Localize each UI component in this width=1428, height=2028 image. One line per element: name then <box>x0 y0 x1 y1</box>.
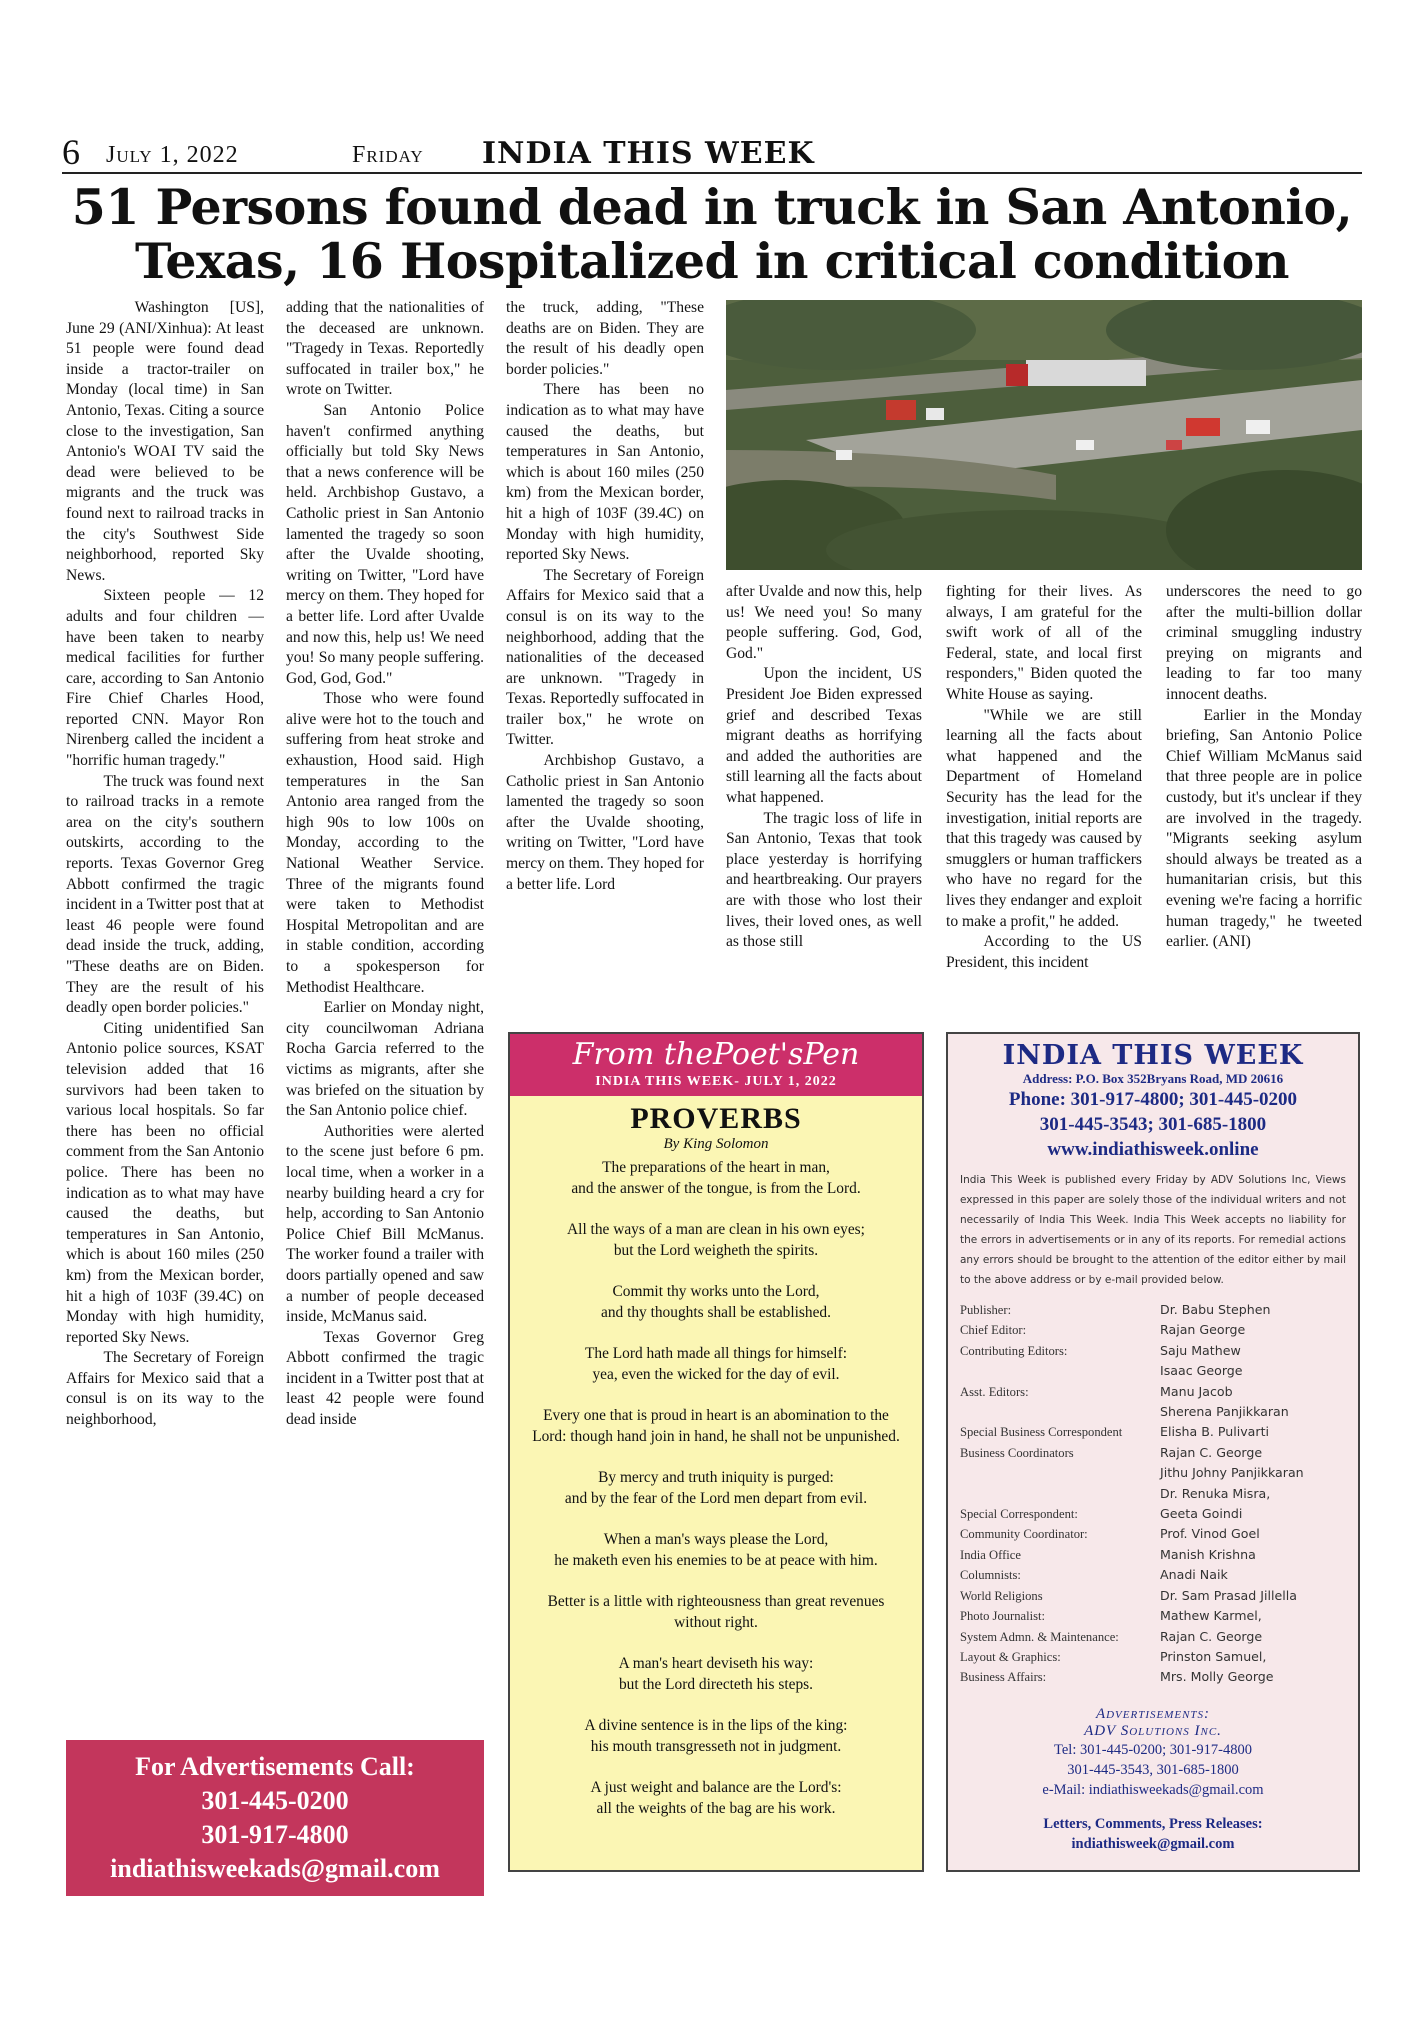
verse: When a man's ways please the Lord, he maketh even his enemies to be at peace with him. <box>554 1531 878 1569</box>
paragraph: There has been no indication as to what may have caused the deaths, but temperatures in San Antonio, which is about 160 miles (250 km) from the Mexican border, hit a high of 103F (39.4C) on Monday with high humidity, reported Sky News. <box>506 381 704 564</box>
issue-day: Friday <box>352 142 424 168</box>
paragraph: According to the US President, this incident <box>946 933 1142 971</box>
masthead: INDIA THIS WEEK <box>482 136 815 171</box>
article-column-6 <box>1166 582 1362 1018</box>
staff-person: Saju Mathew <box>1160 1342 1241 1358</box>
paragraph: fighting for their lives. As always, I am grateful for the swift work of all of the Federal, state, and local first responders," Biden quoted the White House as saying. <box>946 583 1142 703</box>
poem-heading: PROVERBS <box>630 1102 802 1135</box>
ad-title: For Advertisements Call: <box>135 1752 415 1781</box>
letters-email: indiathisweek@gmail.com <box>1071 1835 1235 1852</box>
adv-tel-2: 301-445-3543, 301-685-1800 <box>1067 1761 1239 1778</box>
paragraph: Citing unidentified San Antonio police sources, KSAT television added that 16 survivors had been taken to various local hospitals. So far there has been no official comment from the San Antonio police. There has been no indication as to what may have caused the deaths, but temperatures in San Antonio, which is about 160 miles (250 km) from the Mexican border, hit a high of 103F (39.4C) on Monday with high humidity, reported Sky News. <box>66 1019 264 1346</box>
ad-phone-1: 301-445-0200 <box>201 1786 349 1815</box>
letters-contact <box>960 1814 1346 1854</box>
article-column-3 <box>506 298 704 1018</box>
paragraph: Sixteen people — 12 adults and four children — have been taken to nearby medical facilities for further care, according to San Antonio Fire Chief Charles Hood, reported CNN. Mayor Ron Nirenberg called the incident a "horrific human tragedy." <box>66 587 264 770</box>
staff-role: Special Correspondent: <box>960 1507 1078 1522</box>
article-column-5 <box>946 582 1142 1018</box>
staff-role: System Admn. & Maintenance: <box>960 1629 1119 1644</box>
verse: A man's heart deviseth his way: but the Lord directeth his steps. <box>618 1655 814 1693</box>
staff-person: Rajan C. George <box>1160 1628 1263 1644</box>
staff-role: India Office <box>960 1547 1021 1562</box>
paragraph: Archbishop Gustavo, a Catholic priest in San Antonio lamented the tragedy so soon after the Uvalde shooting, writing on Twitter, "Lord have mercy on them. They hoped for a better life. Lord <box>506 752 704 893</box>
paragraph: Washington [US], June 29 (ANI/Xinhua): At least 51 people were found dead inside a tractor-trailer on Monday (local time) in San Antonio, Texas. Citing a source close to the investigation, San Antonio's WOAI TV said the dead were believed to be migrants and the truck was found next to railroad tracks in the city's Southwest Side neighborhood, reported Sky News. <box>66 299 264 584</box>
poets-pen-title: From thePoet'sPen <box>572 1037 860 1072</box>
staff-person: Mrs. Molly George <box>1160 1669 1274 1685</box>
adv-company: ADV Solutions Inc. <box>1084 1722 1222 1739</box>
verses <box>510 1157 922 1819</box>
page-number: 6 <box>62 132 80 172</box>
staff-role: Special Business Correspondent <box>960 1425 1123 1440</box>
staff-person: Isaac George <box>1160 1363 1243 1379</box>
verse: The Lord hath made all things for himself: yea, even the wicked for the day of evil. <box>584 1345 847 1383</box>
poets-pen-subtitle: INDIA THIS WEEK- JULY 1, 2022 <box>595 1074 837 1089</box>
paragraph: The Secretary of Foreign Affairs for Mexico said that a consul is on its way to the neighborhood, adding that the nationalities of the deceased are unknown. "Tragedy in Texas. Reportedly suffocated in trailer box," he wrote on Twitter. <box>506 566 704 749</box>
staff-person: Geeta Goindi <box>1160 1506 1243 1522</box>
paragraph: Earlier in the Monday briefing, San Antonio Police Chief William McManus said that three people are in police custody, but it's unclear if they are involved in the tragedy. "Migrants seeking asylum should always be treated as a humanitarian crisis, but this evening we're facing a horrific human tragedy," he tweeted earlier. (ANI) <box>1166 706 1362 951</box>
verse: Better is a little with righteousness than great revenues without right. <box>547 1593 885 1631</box>
verse: By mercy and truth iniquity is purged: and by the fear of the Lord men depart from evil. <box>564 1469 868 1507</box>
page-header <box>62 132 1362 174</box>
staff-role: Layout & Graphics: <box>960 1649 1061 1664</box>
verse: Commit thy works unto the Lord, and thy thoughts shall be established. <box>601 1283 831 1321</box>
verse: All the ways of a man are clean in his own eyes; but the Lord weigheth the spirits. <box>567 1221 865 1259</box>
paragraph: the truck, adding, "These deaths are on Biden. They are the result of his deadly open border policies." <box>506 299 704 378</box>
paragraph: San Antonio Police haven't confirmed anything officially but told Sky News that a news conference will be held. Archbishop Gustavo, a Catholic priest in San Antonio lamented the tragedy so soon after the Uvalde shooting, writing on Twitter, "Lord have mercy on them. They hoped for a better life. Lord after Uvalde and now this, help us! We need you! So many people suffering. God, God, God." <box>286 401 484 687</box>
staff-person: Dr. Sam Prasad Jillella <box>1160 1587 1297 1603</box>
paragraph: "While we are still learning all the facts about what happened and the Department of Homeland Security has the lead for the investigation, initial reports are that this tragedy was caused by smugglers or human traffickers who have no regard for the lives they endanger and exploit to make a profit," he added. <box>946 706 1142 930</box>
paragraph: Texas Governor Greg Abbott confirmed the tragic incident in a Twitter post that at least 42 people were found dead inside <box>286 1328 484 1429</box>
ad-email: indiathisweekads@gmail.com <box>110 1854 440 1883</box>
paragraph: Upon the incident, US President Joe Biden expressed grief and described Texas migrant deaths as horrifying and added the authorities are still learning all the facts about what happened. <box>726 665 922 806</box>
adv-email: e-Mail: indiathisweekads@gmail.com <box>1042 1781 1264 1798</box>
staff-person: Manu Jacob <box>1160 1383 1233 1399</box>
verse: Every one that is proud in heart is an abomination to the Lord: though hand join in hand, he shall not be unpunished. <box>532 1407 900 1445</box>
paragraph: Those who were found alive were hot to the touch and suffering from heat stroke and exhaustion, Hood said. High temperatures in the San Antonio area ranged from the high 90s to low 100s on Monday, according to the National Weather Service. Three of the migrants found were taken to Methodist Hospital Metropolitan and are in stable condition, according to a spokesperson for Methodist Healthcare. <box>286 690 484 996</box>
staff-role: Photo Journalist: <box>960 1609 1046 1624</box>
info-address: Address: P.O. Box 352Bryans Road, MD 20616 <box>1022 1071 1284 1086</box>
aerial-scene-image <box>726 300 1362 570</box>
staff-role: World Religions <box>960 1588 1043 1603</box>
paragraph: adding that the nationalities of the deceased are unknown. "Tragedy in Texas. Reportedly suffocated in trailer box," he wrote on Twitter. <box>286 299 484 399</box>
publication-info-box <box>946 1032 1360 1872</box>
paragraph: Earlier on Monday night, city councilwoman Adriana Rocha Garcia referred to the victims as migrants, after she was briefed on the situation by the San Antonio police chief. <box>286 999 484 1120</box>
poem-byline: By King Solomon <box>663 1136 769 1152</box>
article-column-4 <box>726 582 922 1018</box>
info-masthead: INDIA THIS WEEK <box>1002 1040 1304 1071</box>
poets-pen-banner <box>510 1034 922 1096</box>
staff-person: Manish Krishna <box>1160 1546 1256 1562</box>
verse: A divine sentence is in the lips of the king: his mouth transgresseth not in judgment. <box>584 1717 848 1755</box>
staff-role: Contributing Editors: <box>960 1343 1068 1358</box>
info-phone-2: 301-445-3543; 301-685-1800 <box>1039 1114 1267 1135</box>
poets-pen-box <box>508 1032 924 1872</box>
info-notice: India This Week is published every Friday by ADV Solutions Inc, Views expressed in this paper are solely those of the individual writers and not necessarily of India This Week. India This Week accepts no liability for the errors in advertisements or in any of its reports. For remedial actions any errors should be brought to the attention of the editor either by mail to the above address or by e-mail provided below. <box>960 1174 1346 1286</box>
paragraph: The tragic loss of life in San Antonio, Texas that took place yesterday is horrifying and heartbreaking. Our prayers are with those who lost their lives, their loved ones, as well as those still <box>726 809 922 951</box>
staff-person: Elisha B. Pulivarti <box>1160 1424 1270 1440</box>
staff-person: Rajan George <box>1160 1322 1246 1338</box>
info-website: www.indiathisweek.online <box>1047 1139 1259 1160</box>
staff-person: Rajan C. George <box>1160 1444 1263 1460</box>
staff-role: Community Coordinator: <box>960 1527 1088 1542</box>
article-column-2 <box>286 298 484 1720</box>
issue-date: July 1, 2022 <box>106 142 239 168</box>
headline <box>62 180 1362 288</box>
staff-person: Dr. Renuka Misra, <box>1160 1485 1271 1501</box>
verse: A just weight and balance are the Lord's: all the weights of the bag are his work. <box>590 1779 842 1817</box>
paragraph: underscores the need to go after the multi-billion dollar criminal smuggling industry preying on migrants and leading to far too many innocent deaths. <box>1166 583 1362 703</box>
article-column-1 <box>66 298 264 1720</box>
paragraph: The truck was found next to railroad tracks in a remote area on the city's southern outskirts, according to the reports. Texas Governor Greg Abbott confirmed the tragic incident in a Twitter post that at least 46 people were found dead inside the truck, adding, "These deaths are on Biden. They are the result of his deadly open border policies." <box>66 772 264 1017</box>
paragraph: The Secretary of Foreign Affairs for Mexico said that a consul is on its way to the neighborhood, <box>66 1349 264 1429</box>
headline-line-1: 51 Persons found dead in truck in San Antonio, <box>71 178 1353 236</box>
advertisements-contact <box>960 1706 1346 1800</box>
staff-role: Publisher: <box>960 1303 1012 1317</box>
staff-list <box>960 1300 1346 1688</box>
info-phone-1: Phone: 301-917-4800; 301-445-0200 <box>1008 1089 1298 1110</box>
advertisement-box <box>66 1740 484 1896</box>
verse: The preparations of the heart in man, and the answer of the tongue, is from the Lord. <box>571 1159 861 1197</box>
staff-person: Anadi Naik <box>1160 1567 1228 1583</box>
staff-person: Sherena Panjikkaran <box>1160 1404 1289 1420</box>
staff-person: Prof. Vinod Goel <box>1160 1526 1260 1542</box>
staff-role: Business Coordinators <box>960 1445 1074 1460</box>
staff-role <box>960 1484 1160 1504</box>
staff-role: Business Affairs: <box>960 1670 1047 1685</box>
staff-role: Columnists: <box>960 1568 1021 1583</box>
staff-role <box>960 1361 1160 1381</box>
paragraph: Authorities were alerted to the scene just before 6 pm. local time, when a worker in a nearby building heard a cry for help, according to San Antonio Police Chief Bill McManus. The worker found a trailer with doors partially opened and saw a number of people deceased inside, McManus said. <box>286 1122 484 1326</box>
staff-role: Asst. Editors: <box>960 1384 1029 1399</box>
paragraph: after Uvalde and now this, help us! We need you! So many people suffering. God, God, God." <box>726 583 922 662</box>
ad-phone-2: 301-917-4800 <box>201 1820 349 1849</box>
staff-role <box>960 1463 1160 1483</box>
adv-title: Advertisements: <box>1095 1705 1211 1722</box>
adv-tel-1: Tel: 301-445-0200; 301-917-4800 <box>1054 1741 1252 1758</box>
news-photo <box>726 300 1362 570</box>
staff-person: Prinston Samuel, <box>1160 1648 1267 1664</box>
staff-role: Chief Editor: <box>960 1323 1027 1338</box>
letters-title: Letters, Comments, Press Releases: <box>1043 1815 1263 1832</box>
staff-person: Jithu Johny Panjikkaran <box>1160 1465 1304 1481</box>
staff-person: Dr. Babu Stephen <box>1160 1302 1271 1317</box>
headline-line-2: Texas, 16 Hospitalized in critical condition <box>135 232 1289 290</box>
staff-person: Mathew Karmel, <box>1160 1608 1262 1624</box>
staff-role <box>960 1402 1160 1422</box>
